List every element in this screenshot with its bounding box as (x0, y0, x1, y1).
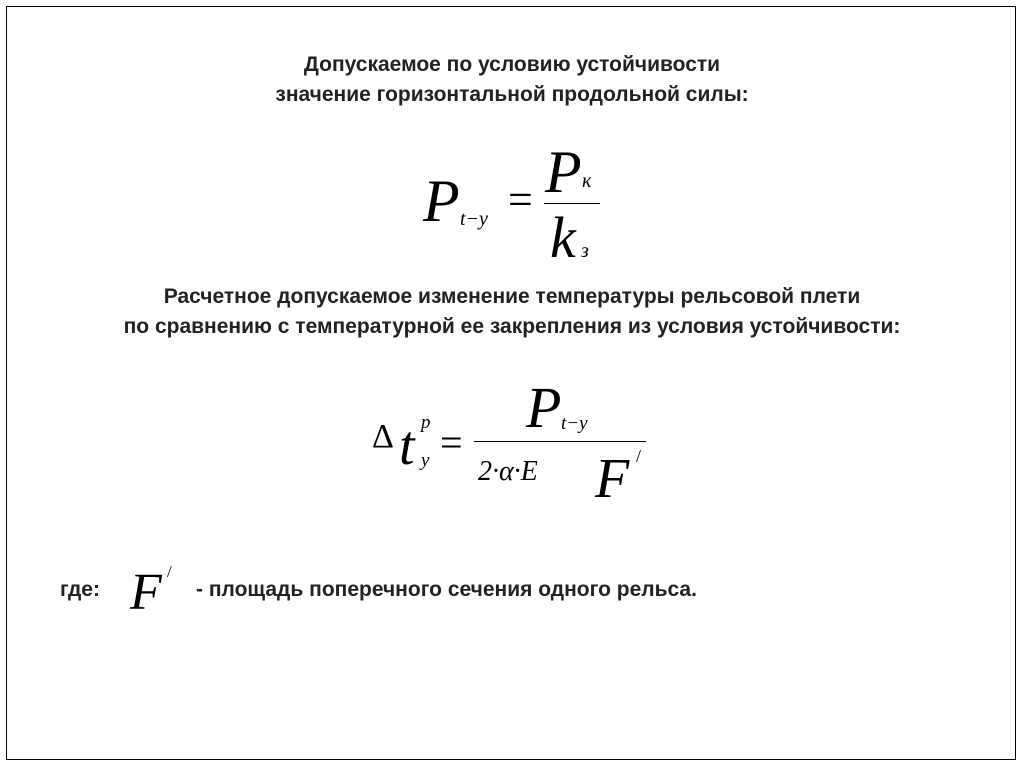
fraction-bar (474, 441, 646, 442)
formula-denominator-subscript: з (581, 240, 589, 262)
formula-delta: Δ (372, 418, 394, 455)
formula-denominator-F: F (595, 448, 630, 510)
formula-equals: = (440, 420, 463, 465)
formula-superscript: p (421, 412, 431, 433)
heading-line: значение горизонтальной продольной силы: (275, 83, 749, 106)
note-text: - площадь поперечного сечения одного рельса. (196, 578, 697, 601)
note-prime: / (167, 562, 172, 581)
heading-line: Допускаемое по условию устойчивости (303, 53, 721, 76)
formula-symbol: P (423, 168, 460, 234)
formula-subscript: t−y (460, 208, 488, 230)
heading-line: по сравнению с температурной ее закрепления из условия устойчивости: (123, 315, 901, 338)
note-label: где: (60, 578, 100, 601)
formula-numerator-subscript: к (582, 170, 592, 192)
formula-symbol: t (399, 415, 415, 477)
formula-equals: = (508, 175, 533, 224)
formula-numerator: P (545, 139, 582, 205)
formula-denominator: 2·α·E (478, 456, 538, 487)
formula-numerator: P (526, 375, 562, 440)
note-symbol: F (130, 564, 162, 621)
formula-subscript: y (421, 450, 430, 471)
heading-line: Расчетное допускаемое изменение температуры рельсовой плети (163, 285, 861, 308)
formula-numerator-subscript: t−y (561, 413, 588, 434)
formula-prime: / (636, 446, 642, 466)
formula-denominator: k (550, 205, 576, 270)
